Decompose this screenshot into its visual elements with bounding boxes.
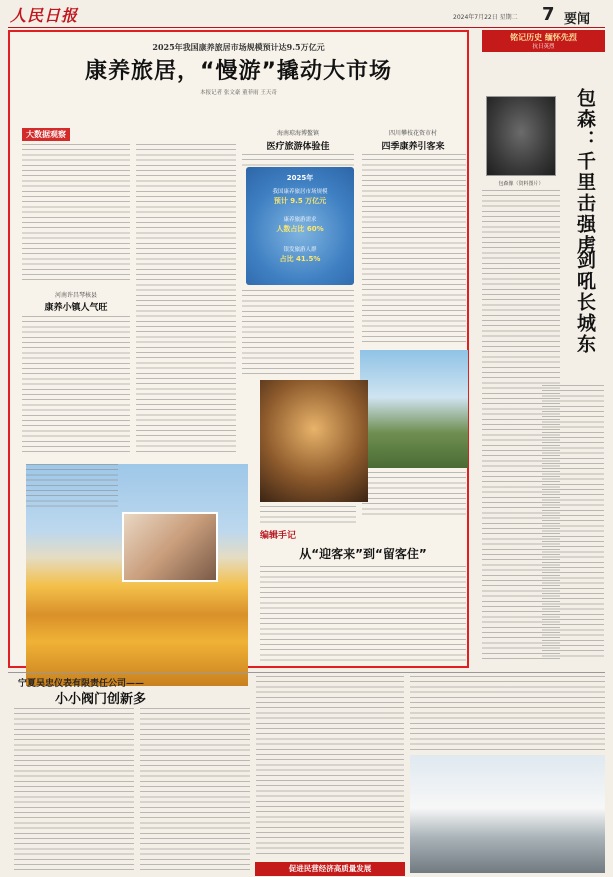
photo-caption-text xyxy=(260,506,356,524)
col1-body-text xyxy=(22,144,130,284)
col1-sub-body-text xyxy=(22,316,130,456)
col3-kicker: 四川攀枝花资市村 xyxy=(388,130,437,137)
bottom-article-kicker: 宁夏吴忠仪表有限责任公司—— xyxy=(18,679,145,689)
memorial-banner xyxy=(482,30,605,52)
col3-lower-text xyxy=(362,472,466,518)
market-infographic xyxy=(246,167,354,285)
bottom-article-text-2 xyxy=(140,708,250,870)
col2-lead-text xyxy=(242,154,354,166)
city-skyline-photo xyxy=(410,755,605,873)
section-name: 要闻 xyxy=(564,12,591,27)
feature-title: 康养旅居，“慢游”撬动大市场 xyxy=(85,59,392,84)
infographic-year: 2025年 xyxy=(286,174,314,182)
banner-subtitle: 抗日英烈 xyxy=(532,44,555,50)
issue-date: 2024年7月22日 星期二 xyxy=(453,14,518,21)
feature-highlight-box xyxy=(8,30,469,668)
infographic-label-2: 康养旅游需求 xyxy=(283,217,317,223)
infographic-label-3: 银发旅游人群 xyxy=(283,247,317,253)
infographic-value-1: 预计 9.5 万亿元 xyxy=(273,197,327,205)
countryside-car-photo xyxy=(360,350,468,468)
col3-heading: 四季康养引客来 xyxy=(381,142,445,152)
infographic-value-3: 占比 41.5% xyxy=(279,255,321,263)
portrait-caption: 包森像（资料图片） xyxy=(498,181,544,187)
resident-portrait-photo xyxy=(122,512,218,582)
right-headline-1: 包森：千里击强虏 xyxy=(574,88,596,256)
col2-kicker: 海南琼海博鳌镇 xyxy=(276,130,319,137)
col1-sub-kicker: 河南许昌琴核县 xyxy=(54,292,97,299)
editor-note-heading: 从“迎客来”到“留客住” xyxy=(299,547,427,561)
col2-body-text xyxy=(242,290,354,376)
feature-kicker: 2025年我国康养旅居市场规模预计达9.5万亿元 xyxy=(152,42,325,52)
right-article-text-2 xyxy=(542,385,604,660)
right-headline-2: 剑吼长城东 xyxy=(574,250,596,355)
page-number: 7 xyxy=(542,4,555,25)
historical-portrait-photo xyxy=(486,96,556,176)
masthead xyxy=(8,2,605,28)
col3-body-text xyxy=(362,154,466,346)
newspaper-logo: 人民日报 xyxy=(10,6,79,25)
col1-sub-heading: 康养小镇人气旺 xyxy=(44,303,108,313)
banner-title: 铭记历史 缅怀先烈 xyxy=(510,33,577,42)
bottom-article-text-1 xyxy=(14,708,134,870)
bottom-article-text-4 xyxy=(410,676,605,752)
photo-captions xyxy=(26,464,118,508)
promo-banner: 促进民营经济高质量发展 xyxy=(255,862,405,876)
editor-note-text xyxy=(260,566,466,662)
bottom-article-title: 小小阀门创新多 xyxy=(55,692,147,707)
col1b-body-text xyxy=(136,144,236,456)
bottom-article-text-3 xyxy=(256,676,404,858)
infographic-value-2: 人数占比 60% xyxy=(276,225,324,233)
section-divider xyxy=(8,672,605,673)
col2-heading: 医疗旅游体验佳 xyxy=(266,142,330,152)
infographic-label-1: 我国康养旅居市场规模 xyxy=(272,189,328,195)
editor-note-label: 编辑手记 xyxy=(260,531,297,541)
tourists-gathering-photo xyxy=(260,380,368,502)
col1-heading: 大数据观察 xyxy=(22,128,70,141)
feature-byline: 本报记者 张文豪 董菲雨 王天奇 xyxy=(200,90,277,96)
